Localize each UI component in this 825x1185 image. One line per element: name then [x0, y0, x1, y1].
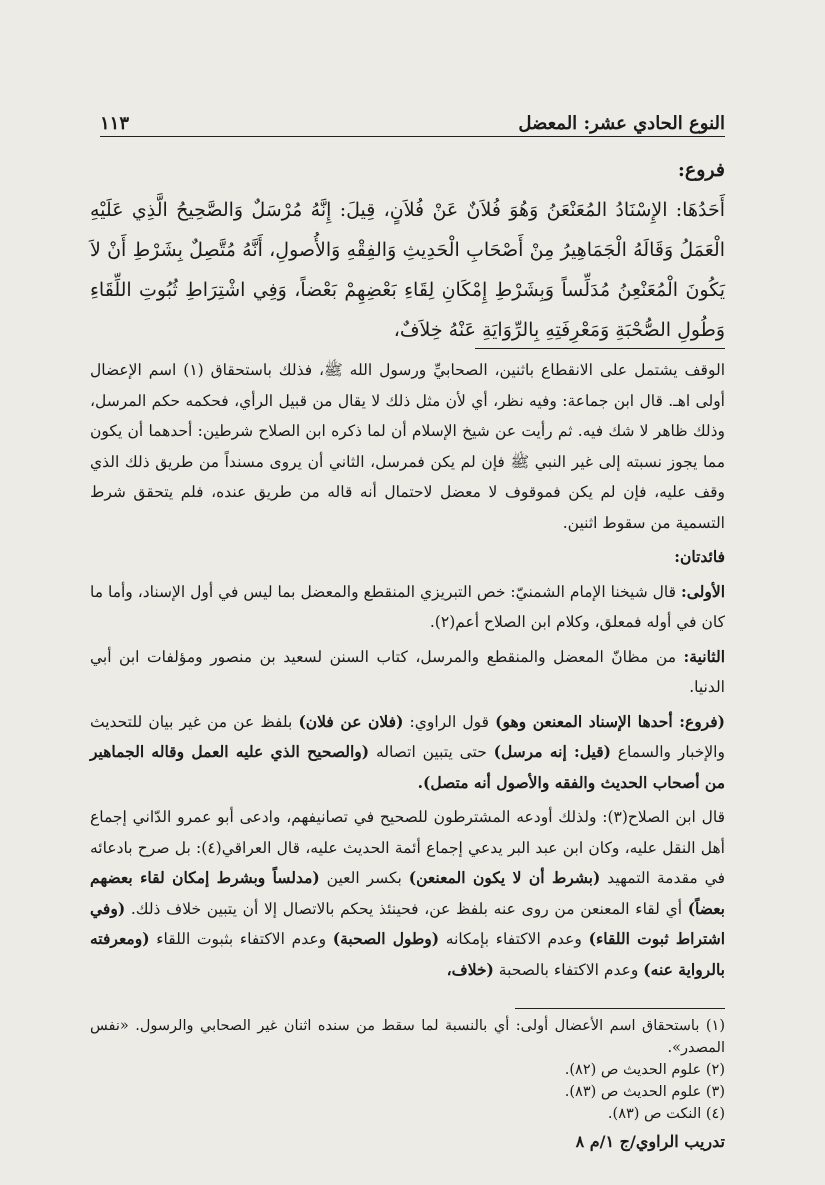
main-paragraph: أَحَدُهَا: الإِسْنَادُ المُعَنْعَنُ وَهُوَ فُلاَنٌ عَنْ فُلاَنٍ، قِيلَ: إِنَّهُ مُرْسَلٌ وَالصَّحِيحُ الَّذِي عَلَيْهِ الْعَمَلُ وَقَالَهُ الْجَمَاهِيرُ مِنْ أَصْحَابِ الْحَدِيثِ وَالفِقْهِ وَالأُصولِ، أَنَّهُ مُتَّصِلٌ بِشَرْطِ أَنْ لاَ يَكُونَ الْمُعَنْعِنُ مُدَلِّساً وَبِشَرْطِ إِمْكَانِ لِقَاءِ بَعْضِهِمْ بَعْضاً، وَفِي اشْتِرَاطِ ثُبُوتِ اللِّقَاءِ وَطُولِ الصُّحْبَةِ وَمَعْرِفَتِهِ بِالرِّوَايَةِ عَنْهُ خِلاَفٌ،: [90, 199, 725, 341]
quoted-text: (مدلساً وبشرط إمكان لقاء بعضهم بعضاً): [90, 868, 725, 918]
commentary-paragraph: الوقف يشتمل على الانقطاع باثنين، الصحابيِّ ورسول الله ﷺ، فذلك باستحقاق (١) اسم الإعضال أولى اهـ. قال ابن جماعة: وفيه نظر، أي لأن مثل ذلك لا يقال من قبيل الرأي، فحكمه حكم المرسل، وذلك ظاهر لا شك فيه. ثم رأيت عن شيخ الإسلام أن لما ذكره ابن الصلاح شرطين: أحدهما أن يكون مما يجوز نسبته إلى غير النبي ﷺ فإن لم يكن فمرسل، الثاني أن يروى مسنداً من طريق ذلك الذي وقف عليه، فإن لم يكن فموقوف لا معضل لاحتمال أنه قاله من طريق عنده، فلم يتحقق شرط التسمية من سقوط اثنين.: [90, 361, 725, 532]
quoted-text: (فلان عن فلان): [298, 711, 404, 731]
commentary: [90, 355, 725, 989]
page-header: [100, 104, 725, 134]
commentary-paragraph: [90, 707, 725, 799]
page-footer: [100, 1132, 725, 1151]
main-text: [90, 150, 725, 350]
commentary-text: بكسر العين: [319, 869, 409, 887]
chapter-title: النوع الحادي عشر: المعضل: [518, 113, 725, 134]
footnotes: [90, 1015, 725, 1125]
text-separator-rule: [475, 348, 725, 349]
commentary-text: وعدم الاكتفاء بإمكانه: [439, 930, 589, 948]
benefit-first-label: الأولى:: [681, 581, 725, 601]
quoted-text: (وفي اشتراط ثبوت اللقاء): [90, 898, 725, 948]
footnote-rule: [515, 1008, 725, 1009]
benefit-second-label: الثانية:: [683, 646, 725, 666]
commentary-text: بلفظ عن من غير بيان للتحديث والإخبار والسماع: [90, 712, 725, 761]
quoted-text: (فروع: أحدها الإسناد المعنعن وهو): [495, 711, 725, 731]
quoted-text: (خلاف،: [446, 959, 494, 979]
quoted-text: (وطول الصحبة): [332, 929, 440, 948]
quoted-text: (والصحيح الذي عليه العمل وقاله الجماهير من أصحاب الحديث والفقه والأصول أنه متصل).: [90, 742, 725, 792]
footnote-2: (٢) علوم الحديث ص (٨٢).: [564, 1062, 725, 1078]
commentary-text: أي لقاء المعنعن من روى عنه بلفظ عن، فحينئذ يحكم بالاتصال إلا أن يتبين خلاف ذلك.: [125, 899, 688, 918]
commentary-text: حتى يتبين اتصاله: [369, 743, 494, 761]
fawaid-heading: فائدتان:: [674, 547, 725, 566]
benefit-first: [90, 577, 725, 638]
header-rule: [100, 136, 725, 137]
commentary-text: قال ابن الصلاح(٣): ولذلك أودعه المشترطون للصحيح في تصانيفهم، وادعى أبو عمرو الدّاني إجماع أهل النقل عليه، وكان ابن عبد البر يدعي إجماع أئمة الحديث عليه، قال العراقي(٤): بل صرح بادعائه في مقدمة التمهيد: [90, 808, 726, 887]
footnote-4: (٤) النكت ص (٨٣).: [607, 1106, 725, 1122]
section-label: فروع:: [677, 159, 725, 181]
page-number: ١١٣: [100, 113, 130, 134]
benefit-second: [90, 642, 725, 703]
benefit-first-text: قال شيخنا الإمام الشمنيّ: خص التبريزي المنقطع والمعضل بما ليس في أول الإسناد، وأما ما كان في أوله فمعلق، وكلام ابن الصلاح أعم(٢).: [90, 582, 725, 631]
quoted-text: (قيل: إنه مرسل): [493, 742, 611, 761]
commentary-text: قول الراوي:: [403, 712, 496, 731]
commentary-text: وعدم الاكتفاء بثبوت اللقاء: [149, 930, 333, 948]
footnote-3: (٣) علوم الحديث ص (٨٣).: [564, 1084, 725, 1100]
benefit-second-text: من مظانّ المعضل والمنقطع والمرسل، كتاب السنن لسعيد بن منصور ومؤلفات ابن أبي الدنيا.: [90, 647, 725, 696]
commentary-text: وعدم الاكتفاء بالصحبة: [493, 960, 644, 979]
quoted-text: (ومعرفته بالرواية عنه): [90, 929, 725, 979]
footnote-1: (١) باستحقاق اسم الأعضال أولى: أي بالنسبة لما سقط من سنده اثنان غير الصحابي والرسول. «نفس المصدر».: [90, 1018, 725, 1056]
signature-mark: تدريب الراوي/ج ١/م ٨: [575, 1132, 725, 1151]
quoted-text: (بشرط أن لا يكون المعنعن): [408, 868, 601, 887]
commentary-paragraph: [90, 802, 725, 985]
